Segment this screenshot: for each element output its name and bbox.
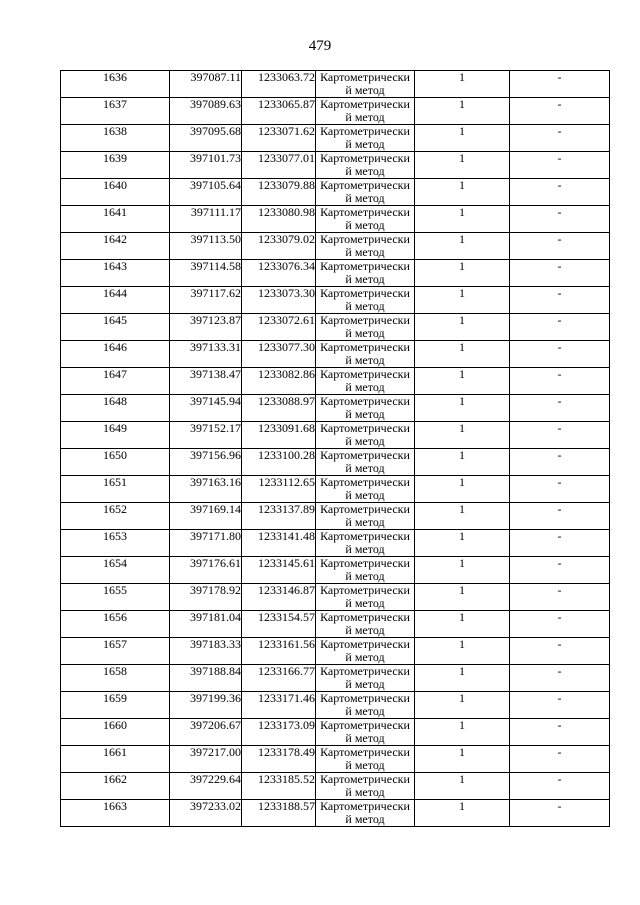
value-cell: 1 bbox=[415, 368, 510, 395]
value-cell: 1 bbox=[415, 206, 510, 233]
table-row bbox=[61, 422, 610, 449]
table-row bbox=[61, 368, 610, 395]
table-row bbox=[61, 314, 610, 341]
table-row bbox=[61, 584, 610, 611]
method-cell bbox=[316, 368, 415, 395]
point-number-cell: 1654 bbox=[61, 557, 170, 584]
dash-cell: - bbox=[510, 368, 610, 395]
method-text-line2: й метод bbox=[345, 461, 385, 475]
method-text-line2: й метод bbox=[345, 164, 385, 178]
x-coordinate-cell: 397233.02 bbox=[170, 800, 242, 827]
method-text-line1: Картометрически bbox=[320, 259, 410, 273]
method-text-line2: й метод bbox=[345, 758, 385, 772]
dash-cell: - bbox=[510, 422, 610, 449]
point-number-cell: 1662 bbox=[61, 773, 170, 800]
dash-cell: - bbox=[510, 206, 610, 233]
method-text-line2: й метод bbox=[345, 137, 385, 151]
y-coordinate-cell: 1233188.57 bbox=[242, 800, 316, 827]
method-text-line2: й метод bbox=[345, 569, 385, 583]
dash-cell: - bbox=[510, 692, 610, 719]
point-number-cell: 1659 bbox=[61, 692, 170, 719]
x-coordinate-cell: 397171.80 bbox=[170, 530, 242, 557]
method-cell bbox=[316, 179, 415, 206]
value-cell: 1 bbox=[415, 449, 510, 476]
y-coordinate-cell: 1233065.87 bbox=[242, 98, 316, 125]
point-number-cell: 1651 bbox=[61, 476, 170, 503]
y-coordinate-cell: 1233171.46 bbox=[242, 692, 316, 719]
x-coordinate-cell: 397163.16 bbox=[170, 476, 242, 503]
method-text-line2: й метод bbox=[345, 731, 385, 745]
dash-cell: - bbox=[510, 179, 610, 206]
dash-cell: - bbox=[510, 98, 610, 125]
method-text-line1: Картометрически bbox=[320, 97, 410, 111]
table-row bbox=[61, 71, 610, 98]
table-row bbox=[61, 638, 610, 665]
x-coordinate-cell: 397089.63 bbox=[170, 98, 242, 125]
dash-cell: - bbox=[510, 557, 610, 584]
value-cell: 1 bbox=[415, 152, 510, 179]
y-coordinate-cell: 1233112.65 bbox=[242, 476, 316, 503]
x-coordinate-cell: 397117.62 bbox=[170, 287, 242, 314]
method-text-line2: й метод bbox=[345, 191, 385, 205]
x-coordinate-cell: 397105.64 bbox=[170, 179, 242, 206]
method-text-line2: й метод bbox=[345, 650, 385, 664]
y-coordinate-cell: 1233141.48 bbox=[242, 530, 316, 557]
x-coordinate-cell: 397188.84 bbox=[170, 665, 242, 692]
x-coordinate-cell: 397229.64 bbox=[170, 773, 242, 800]
table-row bbox=[61, 233, 610, 260]
dash-cell: - bbox=[510, 71, 610, 98]
method-text-line1: Картометрически bbox=[320, 340, 410, 354]
point-number-cell: 1642 bbox=[61, 233, 170, 260]
method-text-line2: й метод bbox=[345, 218, 385, 232]
method-text-line1: Картометрически bbox=[320, 421, 410, 435]
dash-cell: - bbox=[510, 611, 610, 638]
dash-cell: - bbox=[510, 530, 610, 557]
point-number-cell: 1637 bbox=[61, 98, 170, 125]
point-number-cell: 1644 bbox=[61, 287, 170, 314]
value-cell: 1 bbox=[415, 125, 510, 152]
point-number-cell: 1640 bbox=[61, 179, 170, 206]
method-text-line1: Картометрически bbox=[320, 205, 410, 219]
y-coordinate-cell: 1233076.34 bbox=[242, 260, 316, 287]
x-coordinate-cell: 397152.17 bbox=[170, 422, 242, 449]
method-cell bbox=[316, 287, 415, 314]
dash-cell: - bbox=[510, 503, 610, 530]
point-number-cell: 1650 bbox=[61, 449, 170, 476]
dash-cell: - bbox=[510, 746, 610, 773]
method-cell bbox=[316, 719, 415, 746]
table-row bbox=[61, 260, 610, 287]
method-cell bbox=[316, 152, 415, 179]
table-row bbox=[61, 719, 610, 746]
dash-cell: - bbox=[510, 314, 610, 341]
dash-cell: - bbox=[510, 665, 610, 692]
x-coordinate-cell: 397087.11 bbox=[170, 71, 242, 98]
method-text-line1: Картометрически bbox=[320, 286, 410, 300]
x-coordinate-cell: 397113.50 bbox=[170, 233, 242, 260]
method-cell bbox=[316, 557, 415, 584]
y-coordinate-cell: 1233082.86 bbox=[242, 368, 316, 395]
dash-cell: - bbox=[510, 341, 610, 368]
method-text-line2: й метод bbox=[345, 245, 385, 259]
method-cell bbox=[316, 638, 415, 665]
point-number-cell: 1649 bbox=[61, 422, 170, 449]
value-cell: 1 bbox=[415, 719, 510, 746]
method-text-line2: й метод bbox=[345, 380, 385, 394]
method-text-line2: й метод bbox=[345, 542, 385, 556]
x-coordinate-cell: 397156.96 bbox=[170, 449, 242, 476]
value-cell: 1 bbox=[415, 530, 510, 557]
value-cell: 1 bbox=[415, 341, 510, 368]
value-cell: 1 bbox=[415, 260, 510, 287]
point-number-cell: 1663 bbox=[61, 800, 170, 827]
table-row bbox=[61, 557, 610, 584]
y-coordinate-cell: 1233088.97 bbox=[242, 395, 316, 422]
table-row bbox=[61, 152, 610, 179]
value-cell: 1 bbox=[415, 800, 510, 827]
value-cell: 1 bbox=[415, 71, 510, 98]
table-row bbox=[61, 773, 610, 800]
y-coordinate-cell: 1233166.77 bbox=[242, 665, 316, 692]
method-text-line2: й метод bbox=[345, 434, 385, 448]
point-number-cell: 1647 bbox=[61, 368, 170, 395]
method-text-line1: Картометрически bbox=[320, 502, 410, 516]
method-cell bbox=[316, 395, 415, 422]
method-cell bbox=[316, 125, 415, 152]
method-cell bbox=[316, 584, 415, 611]
method-cell bbox=[316, 773, 415, 800]
table-row bbox=[61, 206, 610, 233]
table-row bbox=[61, 746, 610, 773]
dash-cell: - bbox=[510, 800, 610, 827]
y-coordinate-cell: 1233137.89 bbox=[242, 503, 316, 530]
y-coordinate-cell: 1233091.68 bbox=[242, 422, 316, 449]
method-text-line1: Картометрически bbox=[320, 745, 410, 759]
dash-cell: - bbox=[510, 260, 610, 287]
page-number: 479 bbox=[308, 38, 332, 54]
x-coordinate-cell: 397101.73 bbox=[170, 152, 242, 179]
x-coordinate-cell: 397138.47 bbox=[170, 368, 242, 395]
y-coordinate-cell: 1233071.62 bbox=[242, 125, 316, 152]
method-text-line1: Картометрически bbox=[320, 70, 410, 84]
x-coordinate-cell: 397183.33 bbox=[170, 638, 242, 665]
dash-cell: - bbox=[510, 638, 610, 665]
dash-cell: - bbox=[510, 584, 610, 611]
method-text-line2: й метод bbox=[345, 596, 385, 610]
method-cell bbox=[316, 746, 415, 773]
y-coordinate-cell: 1233154.57 bbox=[242, 611, 316, 638]
method-text-line2: й метод bbox=[345, 785, 385, 799]
method-cell bbox=[316, 314, 415, 341]
method-text-line1: Картометрически bbox=[320, 583, 410, 597]
point-number-cell: 1652 bbox=[61, 503, 170, 530]
method-text-line1: Картометрически bbox=[320, 691, 410, 705]
point-number-cell: 1658 bbox=[61, 665, 170, 692]
method-cell bbox=[316, 233, 415, 260]
method-cell bbox=[316, 98, 415, 125]
point-number-cell: 1643 bbox=[61, 260, 170, 287]
method-cell bbox=[316, 260, 415, 287]
x-coordinate-cell: 397181.04 bbox=[170, 611, 242, 638]
method-text-line1: Картометрически bbox=[320, 178, 410, 192]
method-text-line2: й метод bbox=[345, 812, 385, 826]
method-cell bbox=[316, 800, 415, 827]
method-text-line2: й метод bbox=[345, 326, 385, 340]
method-text-line2: й метод bbox=[345, 272, 385, 286]
method-cell bbox=[316, 503, 415, 530]
x-coordinate-cell: 397176.61 bbox=[170, 557, 242, 584]
coordinates-table bbox=[60, 70, 610, 827]
method-cell bbox=[316, 449, 415, 476]
y-coordinate-cell: 1233079.02 bbox=[242, 233, 316, 260]
method-text-line1: Картометрически bbox=[320, 394, 410, 408]
value-cell: 1 bbox=[415, 611, 510, 638]
point-number-cell: 1641 bbox=[61, 206, 170, 233]
value-cell: 1 bbox=[415, 692, 510, 719]
table-row bbox=[61, 665, 610, 692]
value-cell: 1 bbox=[415, 314, 510, 341]
method-text-line1: Картометрически bbox=[320, 529, 410, 543]
value-cell: 1 bbox=[415, 746, 510, 773]
method-text-line1: Картометрически bbox=[320, 124, 410, 138]
x-coordinate-cell: 397199.36 bbox=[170, 692, 242, 719]
x-coordinate-cell: 397217.00 bbox=[170, 746, 242, 773]
value-cell: 1 bbox=[415, 638, 510, 665]
method-cell bbox=[316, 611, 415, 638]
table-row bbox=[61, 611, 610, 638]
y-coordinate-cell: 1233079.88 bbox=[242, 179, 316, 206]
table-body bbox=[61, 71, 610, 827]
table-row bbox=[61, 341, 610, 368]
y-coordinate-cell: 1233080.98 bbox=[242, 206, 316, 233]
method-cell bbox=[316, 530, 415, 557]
method-cell bbox=[316, 422, 415, 449]
value-cell: 1 bbox=[415, 179, 510, 206]
method-text-line2: й метод bbox=[345, 704, 385, 718]
point-number-cell: 1636 bbox=[61, 71, 170, 98]
value-cell: 1 bbox=[415, 773, 510, 800]
y-coordinate-cell: 1233072.61 bbox=[242, 314, 316, 341]
table-row bbox=[61, 395, 610, 422]
method-text-line1: Картометрически bbox=[320, 610, 410, 624]
dash-cell: - bbox=[510, 233, 610, 260]
dash-cell: - bbox=[510, 449, 610, 476]
method-cell bbox=[316, 341, 415, 368]
value-cell: 1 bbox=[415, 557, 510, 584]
dash-cell: - bbox=[510, 476, 610, 503]
value-cell: 1 bbox=[415, 287, 510, 314]
dash-cell: - bbox=[510, 152, 610, 179]
point-number-cell: 1639 bbox=[61, 152, 170, 179]
point-number-cell: 1655 bbox=[61, 584, 170, 611]
y-coordinate-cell: 1233185.52 bbox=[242, 773, 316, 800]
point-number-cell: 1645 bbox=[61, 314, 170, 341]
y-coordinate-cell: 1233077.30 bbox=[242, 341, 316, 368]
x-coordinate-cell: 397133.31 bbox=[170, 341, 242, 368]
point-number-cell: 1648 bbox=[61, 395, 170, 422]
value-cell: 1 bbox=[415, 395, 510, 422]
method-text-line2: й метод bbox=[345, 110, 385, 124]
dash-cell: - bbox=[510, 287, 610, 314]
dash-cell: - bbox=[510, 125, 610, 152]
method-cell bbox=[316, 692, 415, 719]
method-text-line1: Картометрически bbox=[320, 799, 410, 813]
method-text-line2: й метод bbox=[345, 623, 385, 637]
table-row bbox=[61, 98, 610, 125]
table-row bbox=[61, 503, 610, 530]
value-cell: 1 bbox=[415, 233, 510, 260]
table-row bbox=[61, 692, 610, 719]
x-coordinate-cell: 397178.92 bbox=[170, 584, 242, 611]
table-row bbox=[61, 287, 610, 314]
y-coordinate-cell: 1233146.87 bbox=[242, 584, 316, 611]
y-coordinate-cell: 1233145.61 bbox=[242, 557, 316, 584]
y-coordinate-cell: 1233063.72 bbox=[242, 71, 316, 98]
value-cell: 1 bbox=[415, 584, 510, 611]
value-cell: 1 bbox=[415, 422, 510, 449]
table-row bbox=[61, 125, 610, 152]
value-cell: 1 bbox=[415, 476, 510, 503]
y-coordinate-cell: 1233100.28 bbox=[242, 449, 316, 476]
method-text-line1: Картометрически bbox=[320, 232, 410, 246]
method-text-line2: й метод bbox=[345, 299, 385, 313]
table-row bbox=[61, 179, 610, 206]
x-coordinate-cell: 397095.68 bbox=[170, 125, 242, 152]
method-text-line1: Картометрически bbox=[320, 637, 410, 651]
y-coordinate-cell: 1233077.01 bbox=[242, 152, 316, 179]
point-number-cell: 1638 bbox=[61, 125, 170, 152]
method-text-line2: й метод bbox=[345, 515, 385, 529]
method-text-line1: Картометрически bbox=[320, 475, 410, 489]
method-text-line2: й метод bbox=[345, 407, 385, 421]
point-number-cell: 1653 bbox=[61, 530, 170, 557]
method-text-line2: й метод bbox=[345, 353, 385, 367]
x-coordinate-cell: 397111.17 bbox=[170, 206, 242, 233]
x-coordinate-cell: 397123.87 bbox=[170, 314, 242, 341]
point-number-cell: 1646 bbox=[61, 341, 170, 368]
value-cell: 1 bbox=[415, 98, 510, 125]
dash-cell: - bbox=[510, 395, 610, 422]
method-text-line2: й метод bbox=[345, 488, 385, 502]
method-text-line1: Картометрически bbox=[320, 367, 410, 381]
method-text-line1: Картометрически bbox=[320, 772, 410, 786]
method-cell bbox=[316, 476, 415, 503]
dash-cell: - bbox=[510, 773, 610, 800]
table-row bbox=[61, 476, 610, 503]
point-number-cell: 1657 bbox=[61, 638, 170, 665]
value-cell: 1 bbox=[415, 665, 510, 692]
x-coordinate-cell: 397206.67 bbox=[170, 719, 242, 746]
table-row bbox=[61, 800, 610, 827]
dash-cell: - bbox=[510, 719, 610, 746]
method-text-line2: й метод bbox=[345, 83, 385, 97]
table-row bbox=[61, 449, 610, 476]
table-row bbox=[61, 530, 610, 557]
value-cell: 1 bbox=[415, 503, 510, 530]
x-coordinate-cell: 397145.94 bbox=[170, 395, 242, 422]
method-text-line1: Картометрически bbox=[320, 313, 410, 327]
method-cell bbox=[316, 206, 415, 233]
x-coordinate-cell: 397114.58 bbox=[170, 260, 242, 287]
y-coordinate-cell: 1233073.30 bbox=[242, 287, 316, 314]
method-cell bbox=[316, 71, 415, 98]
y-coordinate-cell: 1233161.56 bbox=[242, 638, 316, 665]
point-number-cell: 1656 bbox=[61, 611, 170, 638]
y-coordinate-cell: 1233178.49 bbox=[242, 746, 316, 773]
method-text-line2: й метод bbox=[345, 677, 385, 691]
method-text-line1: Картометрически bbox=[320, 448, 410, 462]
method-text-line1: Картометрически bbox=[320, 556, 410, 570]
y-coordinate-cell: 1233173.09 bbox=[242, 719, 316, 746]
method-text-line1: Картометрически bbox=[320, 151, 410, 165]
method-text-line1: Картометрически bbox=[320, 664, 410, 678]
method-text-line1: Картометрически bbox=[320, 718, 410, 732]
x-coordinate-cell: 397169.14 bbox=[170, 503, 242, 530]
method-cell bbox=[316, 665, 415, 692]
point-number-cell: 1660 bbox=[61, 719, 170, 746]
point-number-cell: 1661 bbox=[61, 746, 170, 773]
